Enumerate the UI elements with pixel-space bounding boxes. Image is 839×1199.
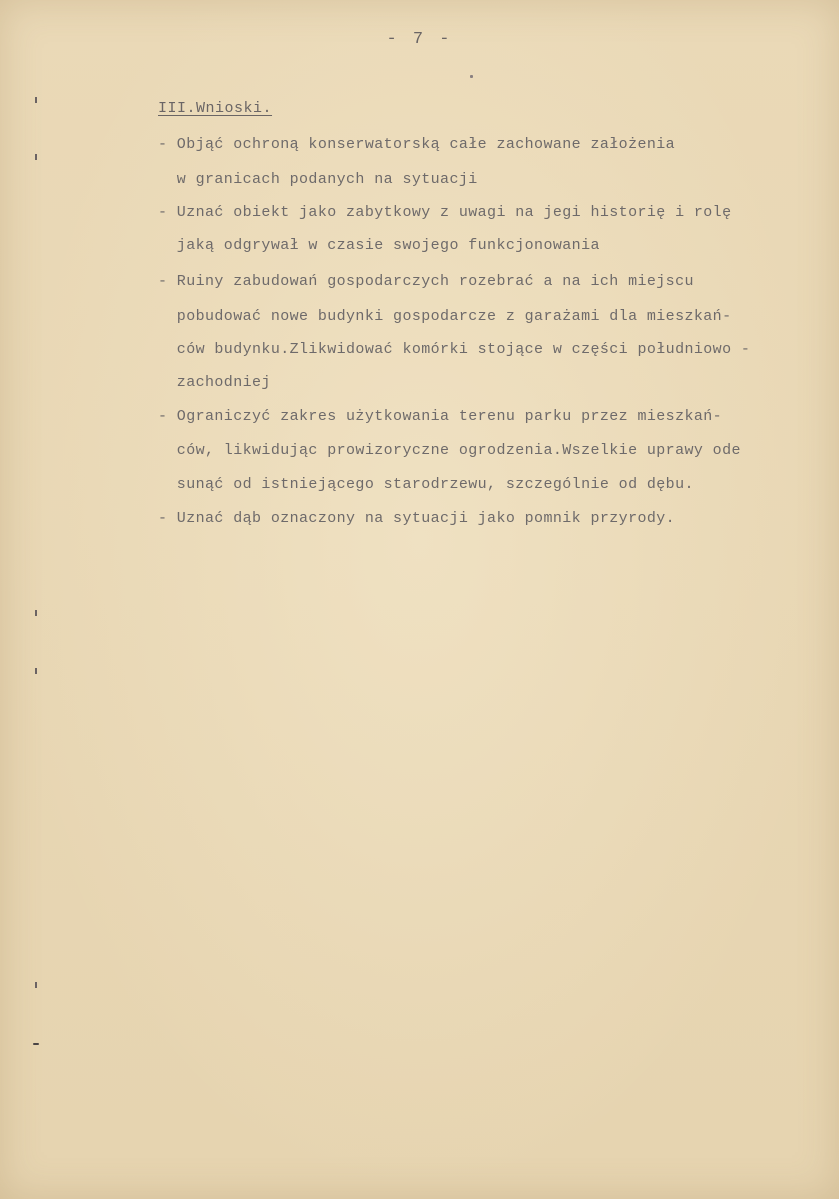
text-line: - Objąć ochroną konserwatorską całe zachowane założenia — [158, 136, 676, 153]
margin-mark — [35, 97, 37, 103]
text-line: ców, likwidując prowizoryczne ogrodzenia.Wszelkie uprawy ode — [158, 442, 741, 459]
text-line: ców budynku.Zlikwidować komórki stojące w części południowo - — [158, 341, 751, 358]
text-line: - Ograniczyć zakres użytkowania terenu parku przez mieszkań- — [158, 408, 723, 425]
text-line: zachodniej — [158, 374, 271, 391]
text-line: jaką odgrywał w czasie swojego funkcjonowania — [158, 237, 600, 254]
text-line: - Ruiny zabudowań gospodarczych rozebrać a na ich miejscu — [158, 273, 694, 290]
text-line: - Uznać obiekt jako zabytkowy z uwagi na jegi historię i rolę — [158, 204, 732, 221]
margin-mark — [35, 982, 37, 988]
section-heading: III.Wnioski. — [158, 100, 273, 117]
text-line: pobudować nowe budynki gospodarcze z garażami dla mieszkań- — [158, 308, 732, 325]
text-line: sunąć od istniejącego starodrzewu, szczególnie od dębu. — [158, 476, 694, 493]
margin-mark — [33, 1043, 39, 1045]
margin-mark — [35, 610, 37, 616]
page-number: - 7 - — [386, 30, 453, 49]
paper-speck — [470, 75, 473, 78]
margin-mark — [35, 154, 37, 160]
text-line: - Uznać dąb oznaczony na sytuacji jako pomnik przyrody. — [158, 510, 676, 527]
margin-mark — [35, 668, 37, 674]
text-line: w granicach podanych na sytuacji — [158, 171, 478, 188]
